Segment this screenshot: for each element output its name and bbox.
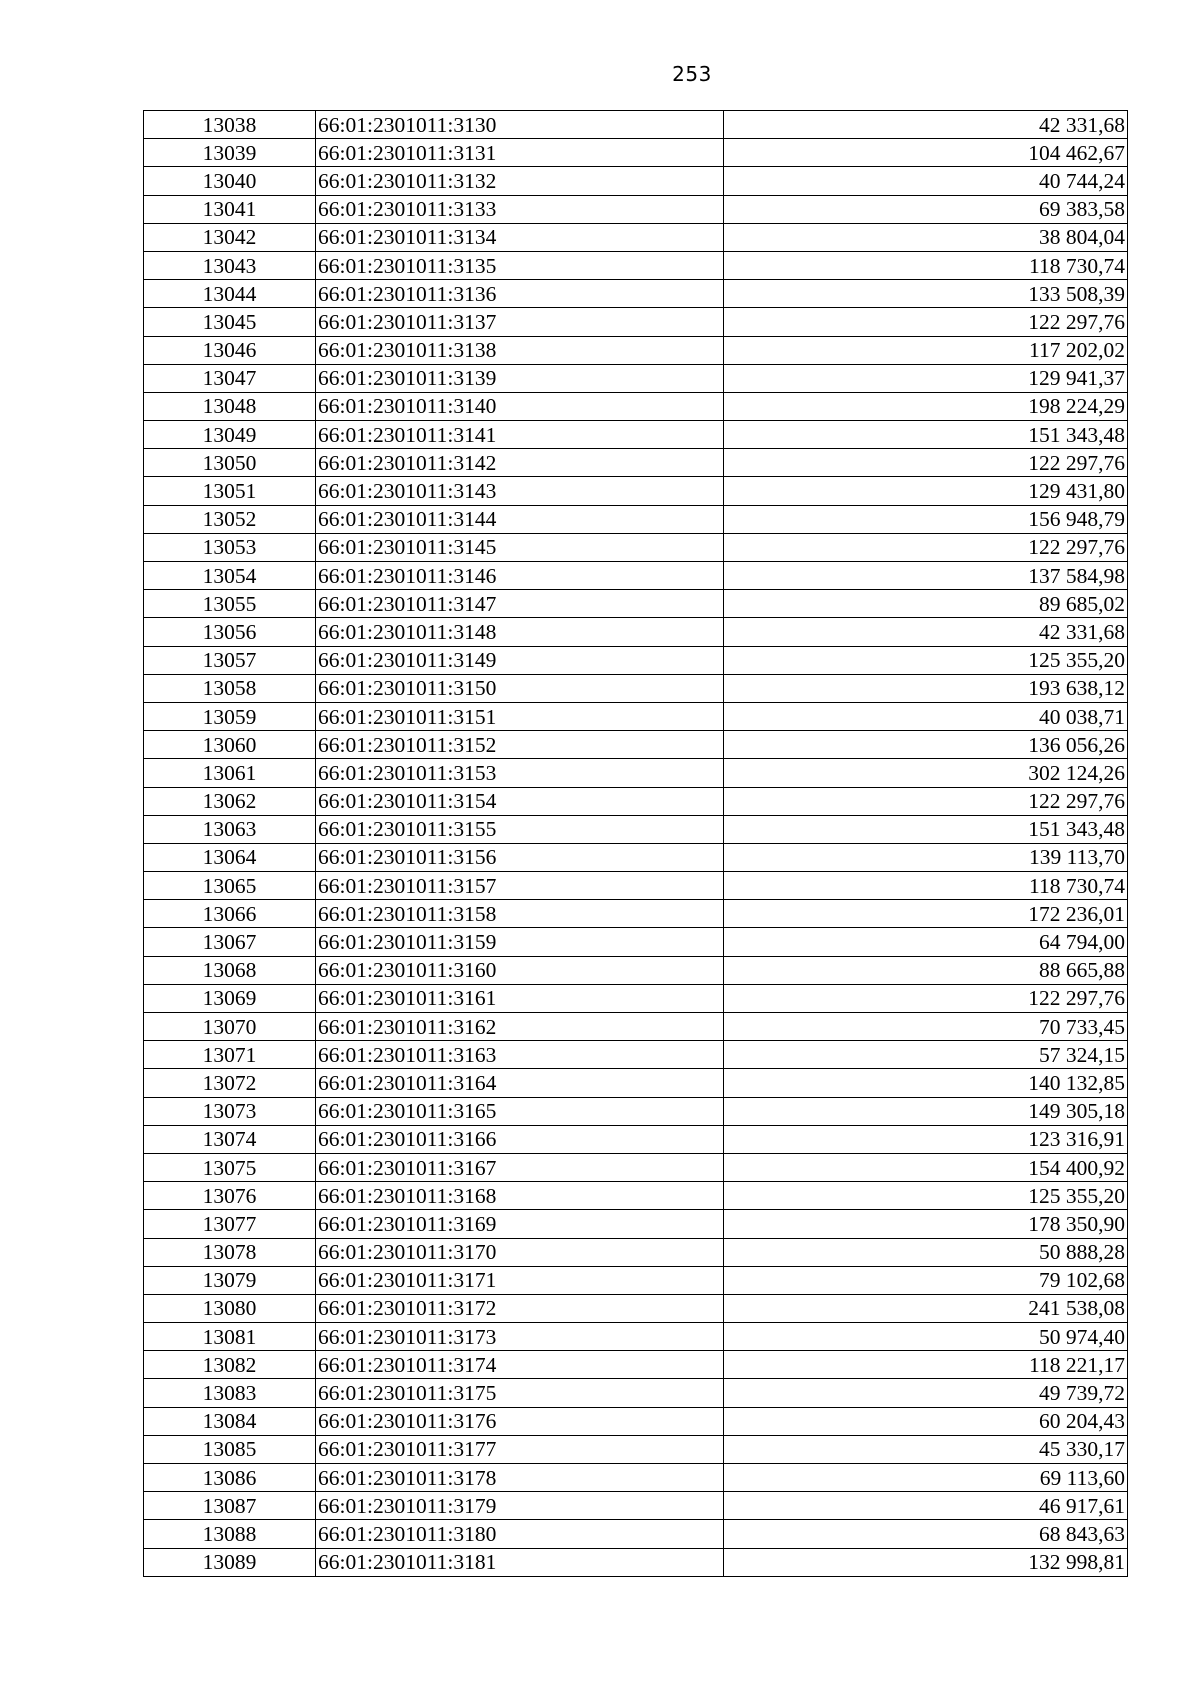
table-row [144, 195, 1128, 223]
cadastral-number-cell: 66:01:2301011:3160 [316, 956, 724, 984]
cadastral-value-cell: 122 297,76 [724, 787, 1128, 815]
row-number-cell: 13041 [144, 195, 316, 223]
table-row [144, 139, 1128, 167]
cadastral-number-cell: 66:01:2301011:3146 [316, 562, 724, 590]
table-row [144, 1548, 1128, 1576]
row-number-cell: 13080 [144, 1294, 316, 1322]
table-row [144, 1266, 1128, 1294]
cadastral-number-cell: 66:01:2301011:3132 [316, 167, 724, 195]
table-row [144, 280, 1128, 308]
row-number-cell: 13072 [144, 1069, 316, 1097]
cadastral-number-cell: 66:01:2301011:3179 [316, 1492, 724, 1520]
cadastral-number-cell: 66:01:2301011:3144 [316, 505, 724, 533]
cadastral-value-cell: 125 355,20 [724, 1182, 1128, 1210]
table-row [144, 364, 1128, 392]
cadastral-value-cell: 302 124,26 [724, 759, 1128, 787]
row-number-cell: 13081 [144, 1323, 316, 1351]
cadastral-number-cell: 66:01:2301011:3168 [316, 1182, 724, 1210]
cadastral-number-cell: 66:01:2301011:3147 [316, 590, 724, 618]
table-row [144, 1464, 1128, 1492]
row-number-cell: 13082 [144, 1351, 316, 1379]
row-number-cell: 13055 [144, 590, 316, 618]
table-row [144, 449, 1128, 477]
row-number-cell: 13051 [144, 477, 316, 505]
table-row [144, 843, 1128, 871]
row-number-cell: 13050 [144, 449, 316, 477]
cadastral-number-cell: 66:01:2301011:3145 [316, 533, 724, 561]
cadastral-number-cell: 66:01:2301011:3163 [316, 1041, 724, 1069]
cadastral-value-cell: 38 804,04 [724, 223, 1128, 251]
table-body [144, 111, 1128, 1577]
table-row [144, 308, 1128, 336]
cadastral-value-cell: 122 297,76 [724, 308, 1128, 336]
row-number-cell: 13079 [144, 1266, 316, 1294]
cadastral-value-cell: 42 331,68 [724, 111, 1128, 139]
table-row [144, 646, 1128, 674]
row-number-cell: 13045 [144, 308, 316, 336]
table-row [144, 1013, 1128, 1041]
row-number-cell: 13063 [144, 815, 316, 843]
table-row [144, 1520, 1128, 1548]
row-number-cell: 13052 [144, 505, 316, 533]
row-number-cell: 13084 [144, 1407, 316, 1435]
cadastral-value-cell: 50 974,40 [724, 1323, 1128, 1351]
table-row [144, 815, 1128, 843]
cadastral-value-cell: 49 739,72 [724, 1379, 1128, 1407]
cadastral-value-cell: 122 297,76 [724, 533, 1128, 561]
table-row [144, 618, 1128, 646]
cadastral-number-cell: 66:01:2301011:3141 [316, 421, 724, 449]
cadastral-value-cell: 42 331,68 [724, 618, 1128, 646]
cadastral-value-cell: 241 538,08 [724, 1294, 1128, 1322]
cadastral-value-cell: 50 888,28 [724, 1238, 1128, 1266]
cadastral-value-cell: 89 685,02 [724, 590, 1128, 618]
cadastral-number-cell: 66:01:2301011:3170 [316, 1238, 724, 1266]
row-number-cell: 13074 [144, 1125, 316, 1153]
row-number-cell: 13048 [144, 392, 316, 420]
cadastral-value-cell: 139 113,70 [724, 843, 1128, 871]
table-row [144, 1435, 1128, 1463]
row-number-cell: 13053 [144, 533, 316, 561]
table-row [144, 505, 1128, 533]
cadastral-value-cell: 40 744,24 [724, 167, 1128, 195]
cadastral-value-cell: 70 733,45 [724, 1013, 1128, 1041]
cadastral-value-cell: 149 305,18 [724, 1097, 1128, 1125]
table-row [144, 1323, 1128, 1351]
cadastral-value-cell: 140 132,85 [724, 1069, 1128, 1097]
cadastral-number-cell: 66:01:2301011:3155 [316, 815, 724, 843]
row-number-cell: 13066 [144, 900, 316, 928]
table-row [144, 956, 1128, 984]
cadastral-number-cell: 66:01:2301011:3175 [316, 1379, 724, 1407]
cadastral-number-cell: 66:01:2301011:3150 [316, 674, 724, 702]
table-row [144, 392, 1128, 420]
cadastral-value-cell: 132 998,81 [724, 1548, 1128, 1576]
cadastral-number-cell: 66:01:2301011:3149 [316, 646, 724, 674]
cadastral-value-cell: 57 324,15 [724, 1041, 1128, 1069]
row-number-cell: 13067 [144, 928, 316, 956]
row-number-cell: 13088 [144, 1520, 316, 1548]
cadastral-value-cell: 178 350,90 [724, 1210, 1128, 1238]
row-number-cell: 13089 [144, 1548, 316, 1576]
cadastral-number-cell: 66:01:2301011:3158 [316, 900, 724, 928]
table-row [144, 1097, 1128, 1125]
table-row [144, 759, 1128, 787]
cadastral-number-cell: 66:01:2301011:3176 [316, 1407, 724, 1435]
row-number-cell: 13085 [144, 1435, 316, 1463]
row-number-cell: 13054 [144, 562, 316, 590]
cadastral-number-cell: 66:01:2301011:3177 [316, 1435, 724, 1463]
cadastral-number-cell: 66:01:2301011:3166 [316, 1125, 724, 1153]
row-number-cell: 13065 [144, 872, 316, 900]
cadastral-value-cell: 136 056,26 [724, 731, 1128, 759]
cadastral-value-cell: 154 400,92 [724, 1153, 1128, 1181]
cadastral-number-cell: 66:01:2301011:3161 [316, 984, 724, 1012]
table-row [144, 533, 1128, 561]
table-row [144, 787, 1128, 815]
cadastral-value-cell: 125 355,20 [724, 646, 1128, 674]
cadastral-number-cell: 66:01:2301011:3153 [316, 759, 724, 787]
cadastral-value-cell: 129 941,37 [724, 364, 1128, 392]
cadastral-number-cell: 66:01:2301011:3152 [316, 731, 724, 759]
cadastral-number-cell: 66:01:2301011:3159 [316, 928, 724, 956]
table-row [144, 167, 1128, 195]
row-number-cell: 13068 [144, 956, 316, 984]
table-row [144, 872, 1128, 900]
cadastral-number-cell: 66:01:2301011:3156 [316, 843, 724, 871]
table-row [144, 702, 1128, 730]
table-row [144, 1069, 1128, 1097]
cadastral-value-cell: 172 236,01 [724, 900, 1128, 928]
row-number-cell: 13044 [144, 280, 316, 308]
cadastral-number-cell: 66:01:2301011:3174 [316, 1351, 724, 1379]
cadastral-number-cell: 66:01:2301011:3143 [316, 477, 724, 505]
row-number-cell: 13059 [144, 702, 316, 730]
table-row [144, 223, 1128, 251]
cadastral-number-cell: 66:01:2301011:3178 [316, 1464, 724, 1492]
cadastral-number-cell: 66:01:2301011:3180 [316, 1520, 724, 1548]
cadastral-value-cell: 151 343,48 [724, 815, 1128, 843]
cadastral-number-cell: 66:01:2301011:3137 [316, 308, 724, 336]
cadastral-value-cell: 69 113,60 [724, 1464, 1128, 1492]
table-row [144, 1041, 1128, 1069]
cadastral-value-cell: 156 948,79 [724, 505, 1128, 533]
table-row [144, 336, 1128, 364]
table-row [144, 1182, 1128, 1210]
cadastral-value-cell: 40 038,71 [724, 702, 1128, 730]
table-row [144, 1379, 1128, 1407]
row-number-cell: 13047 [144, 364, 316, 392]
cadastral-number-cell: 66:01:2301011:3131 [316, 139, 724, 167]
row-number-cell: 13078 [144, 1238, 316, 1266]
table-row [144, 421, 1128, 449]
cadastral-value-cell: 104 462,67 [724, 139, 1128, 167]
row-number-cell: 13060 [144, 731, 316, 759]
table-row [144, 562, 1128, 590]
cadastral-value-cell: 118 221,17 [724, 1351, 1128, 1379]
cadastral-value-cell: 123 316,91 [724, 1125, 1128, 1153]
cadastral-value-cell: 45 330,17 [724, 1435, 1128, 1463]
table-row [144, 1351, 1128, 1379]
cadastral-value-cell: 118 730,74 [724, 872, 1128, 900]
table-row [144, 590, 1128, 618]
row-number-cell: 13075 [144, 1153, 316, 1181]
table-row [144, 1407, 1128, 1435]
cadastral-number-cell: 66:01:2301011:3139 [316, 364, 724, 392]
row-number-cell: 13064 [144, 843, 316, 871]
cadastral-number-cell: 66:01:2301011:3142 [316, 449, 724, 477]
cadastral-number-cell: 66:01:2301011:3135 [316, 251, 724, 279]
cadastral-number-cell: 66:01:2301011:3133 [316, 195, 724, 223]
table-row [144, 1125, 1128, 1153]
row-number-cell: 13070 [144, 1013, 316, 1041]
cadastral-number-cell: 66:01:2301011:3165 [316, 1097, 724, 1125]
row-number-cell: 13083 [144, 1379, 316, 1407]
cadastral-value-cell: 151 343,48 [724, 421, 1128, 449]
row-number-cell: 13040 [144, 167, 316, 195]
cadastral-number-cell: 66:01:2301011:3140 [316, 392, 724, 420]
row-number-cell: 13043 [144, 251, 316, 279]
cadastral-number-cell: 66:01:2301011:3138 [316, 336, 724, 364]
table-row [144, 1238, 1128, 1266]
table-row [144, 1492, 1128, 1520]
cadastral-value-cell: 117 202,02 [724, 336, 1128, 364]
cadastral-value-cell: 198 224,29 [724, 392, 1128, 420]
row-number-cell: 13069 [144, 984, 316, 1012]
row-number-cell: 13086 [144, 1464, 316, 1492]
table-row [144, 477, 1128, 505]
cadastral-value-table [143, 110, 1128, 1577]
row-number-cell: 13062 [144, 787, 316, 815]
row-number-cell: 13077 [144, 1210, 316, 1238]
cadastral-value-cell: 88 665,88 [724, 956, 1128, 984]
cadastral-number-cell: 66:01:2301011:3130 [316, 111, 724, 139]
table-row [144, 900, 1128, 928]
cadastral-number-cell: 66:01:2301011:3148 [316, 618, 724, 646]
row-number-cell: 13076 [144, 1182, 316, 1210]
cadastral-number-cell: 66:01:2301011:3134 [316, 223, 724, 251]
cadastral-value-cell: 60 204,43 [724, 1407, 1128, 1435]
cadastral-number-cell: 66:01:2301011:3164 [316, 1069, 724, 1097]
row-number-cell: 13056 [144, 618, 316, 646]
cadastral-number-cell: 66:01:2301011:3181 [316, 1548, 724, 1576]
row-number-cell: 13087 [144, 1492, 316, 1520]
table-row [144, 1153, 1128, 1181]
table-row [144, 928, 1128, 956]
row-number-cell: 13071 [144, 1041, 316, 1069]
row-number-cell: 13039 [144, 139, 316, 167]
cadastral-value-cell: 64 794,00 [724, 928, 1128, 956]
cadastral-value-cell: 118 730,74 [724, 251, 1128, 279]
cadastral-number-cell: 66:01:2301011:3167 [316, 1153, 724, 1181]
cadastral-value-cell: 129 431,80 [724, 477, 1128, 505]
cadastral-number-cell: 66:01:2301011:3136 [316, 280, 724, 308]
table-row [144, 1210, 1128, 1238]
row-number-cell: 13058 [144, 674, 316, 702]
cadastral-number-cell: 66:01:2301011:3151 [316, 702, 724, 730]
cadastral-number-cell: 66:01:2301011:3173 [316, 1323, 724, 1351]
cadastral-value-cell: 46 917,61 [724, 1492, 1128, 1520]
table-row [144, 674, 1128, 702]
row-number-cell: 13046 [144, 336, 316, 364]
cadastral-number-cell: 66:01:2301011:3172 [316, 1294, 724, 1322]
table-row [144, 251, 1128, 279]
table-row [144, 1294, 1128, 1322]
row-number-cell: 13057 [144, 646, 316, 674]
cadastral-value-cell: 68 843,63 [724, 1520, 1128, 1548]
cadastral-number-cell: 66:01:2301011:3169 [316, 1210, 724, 1238]
cadastral-number-cell: 66:01:2301011:3157 [316, 872, 724, 900]
cadastral-value-cell: 122 297,76 [724, 984, 1128, 1012]
cadastral-number-cell: 66:01:2301011:3171 [316, 1266, 724, 1294]
row-number-cell: 13049 [144, 421, 316, 449]
row-number-cell: 13073 [144, 1097, 316, 1125]
table-row [144, 111, 1128, 139]
cadastral-value-cell: 69 383,58 [724, 195, 1128, 223]
cadastral-value-cell: 79 102,68 [724, 1266, 1128, 1294]
cadastral-value-cell: 122 297,76 [724, 449, 1128, 477]
cadastral-value-cell: 133 508,39 [724, 280, 1128, 308]
cadastral-number-cell: 66:01:2301011:3154 [316, 787, 724, 815]
row-number-cell: 13038 [144, 111, 316, 139]
table-row [144, 731, 1128, 759]
cadastral-value-cell: 193 638,12 [724, 674, 1128, 702]
cadastral-value-cell: 137 584,98 [724, 562, 1128, 590]
row-number-cell: 13042 [144, 223, 316, 251]
row-number-cell: 13061 [144, 759, 316, 787]
cadastral-number-cell: 66:01:2301011:3162 [316, 1013, 724, 1041]
page-number: 253 [672, 62, 712, 86]
table-row [144, 984, 1128, 1012]
